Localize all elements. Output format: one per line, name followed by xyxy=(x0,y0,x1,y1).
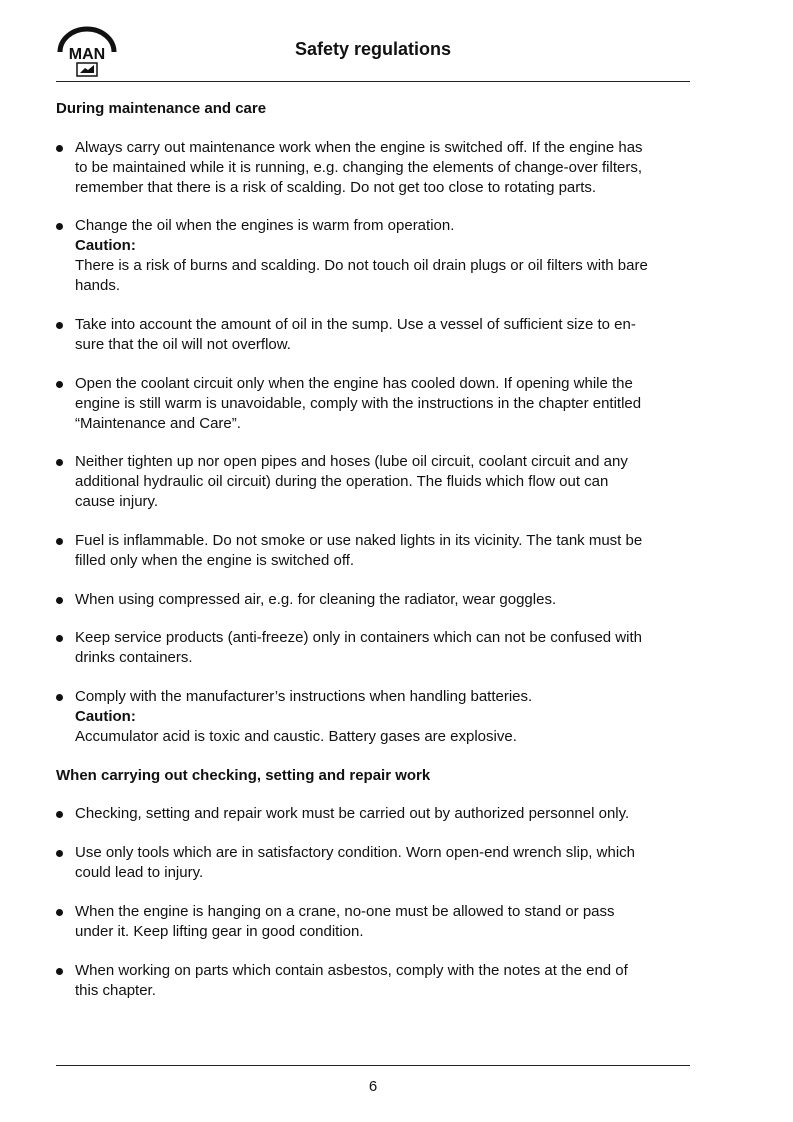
header-rule xyxy=(56,81,690,82)
caution-label: Caution: xyxy=(75,708,136,725)
bullet-icon xyxy=(56,538,63,545)
list-item: Open the coolant circuit only when the engine has cooled down. If opening while the engine is still warm is unavoidable, comply with the instructions in the chapter entitled “Maintenance and Care”. xyxy=(56,374,690,434)
logo-text: MAN xyxy=(68,46,106,63)
footer-rule xyxy=(56,1065,690,1066)
list-item: Take into account the amount of oil in the sump. Use a vessel of sufficient size to en- sure that the oil will not overflow. xyxy=(56,315,690,355)
page-title: Safety regulations xyxy=(294,39,452,59)
bullet-icon xyxy=(56,694,63,701)
list-item: Fuel is inflammable. Do not smoke or use naked lights in its vicinity. The tank must be filled only when the engine is switched off. xyxy=(56,531,690,571)
bullet-icon xyxy=(56,381,63,388)
bullet-icon xyxy=(56,909,63,916)
list-item: When working on parts which contain asbestos, comply with the notes at the end of this chapter. xyxy=(56,961,690,1001)
bullet-icon xyxy=(56,223,63,230)
list-item: When the engine is hanging on a crane, no-one must be allowed to stand or pass under it. Keep lifting gear in good condition. xyxy=(56,902,690,942)
list-item: Checking, setting and repair work must be carried out by authorized personnel only. xyxy=(56,804,690,824)
bullet-icon xyxy=(56,597,63,604)
caution-label: Caution: xyxy=(75,237,136,254)
bullet-icon xyxy=(56,635,63,642)
list-item: When using compressed air, e.g. for cleaning the radiator, wear goggles. xyxy=(56,590,690,610)
bullet-icon xyxy=(56,850,63,857)
bullet-icon xyxy=(56,811,63,818)
section-heading: During maintenance and care xyxy=(56,100,267,117)
list-item: Use only tools which are in satisfactory condition. Worn open-end wrench slip, which could lead to injury. xyxy=(56,843,690,883)
bullet-icon xyxy=(56,322,63,329)
list-item: Always carry out maintenance work when the engine is switched off. If the engine has to be maintained while it is running, e.g. changing the elements of change-over filters, remember that there is a risk of scalding. Do not get too close to rotating parts. xyxy=(56,138,690,198)
list-item: Change the oil when the engines is warm from operation. Caution: There is a risk of burns and scalding. Do not touch oil drain plugs or oil filters with bare hands. xyxy=(56,216,690,296)
bullet-icon xyxy=(56,459,63,466)
list-item: Comply with the manufacturer’s instructions when handling batteries. Caution: Accumulator acid is toxic and caustic. Battery gases are explosive. xyxy=(56,687,690,747)
bullet-icon xyxy=(56,145,63,152)
list-item: Keep service products (anti-freeze) only in containers which can not be confused with drinks containers. xyxy=(56,628,690,668)
list-item: Neither tighten up nor open pipes and hoses (lube oil circuit, coolant circuit and any additional hydraulic oil circuit) during the operation. The fluids which flow out can cause injury. xyxy=(56,452,690,512)
section-heading: When carrying out checking, setting and repair work xyxy=(56,767,431,784)
page-number: 6 xyxy=(368,1078,378,1095)
bullet-icon xyxy=(56,968,63,975)
